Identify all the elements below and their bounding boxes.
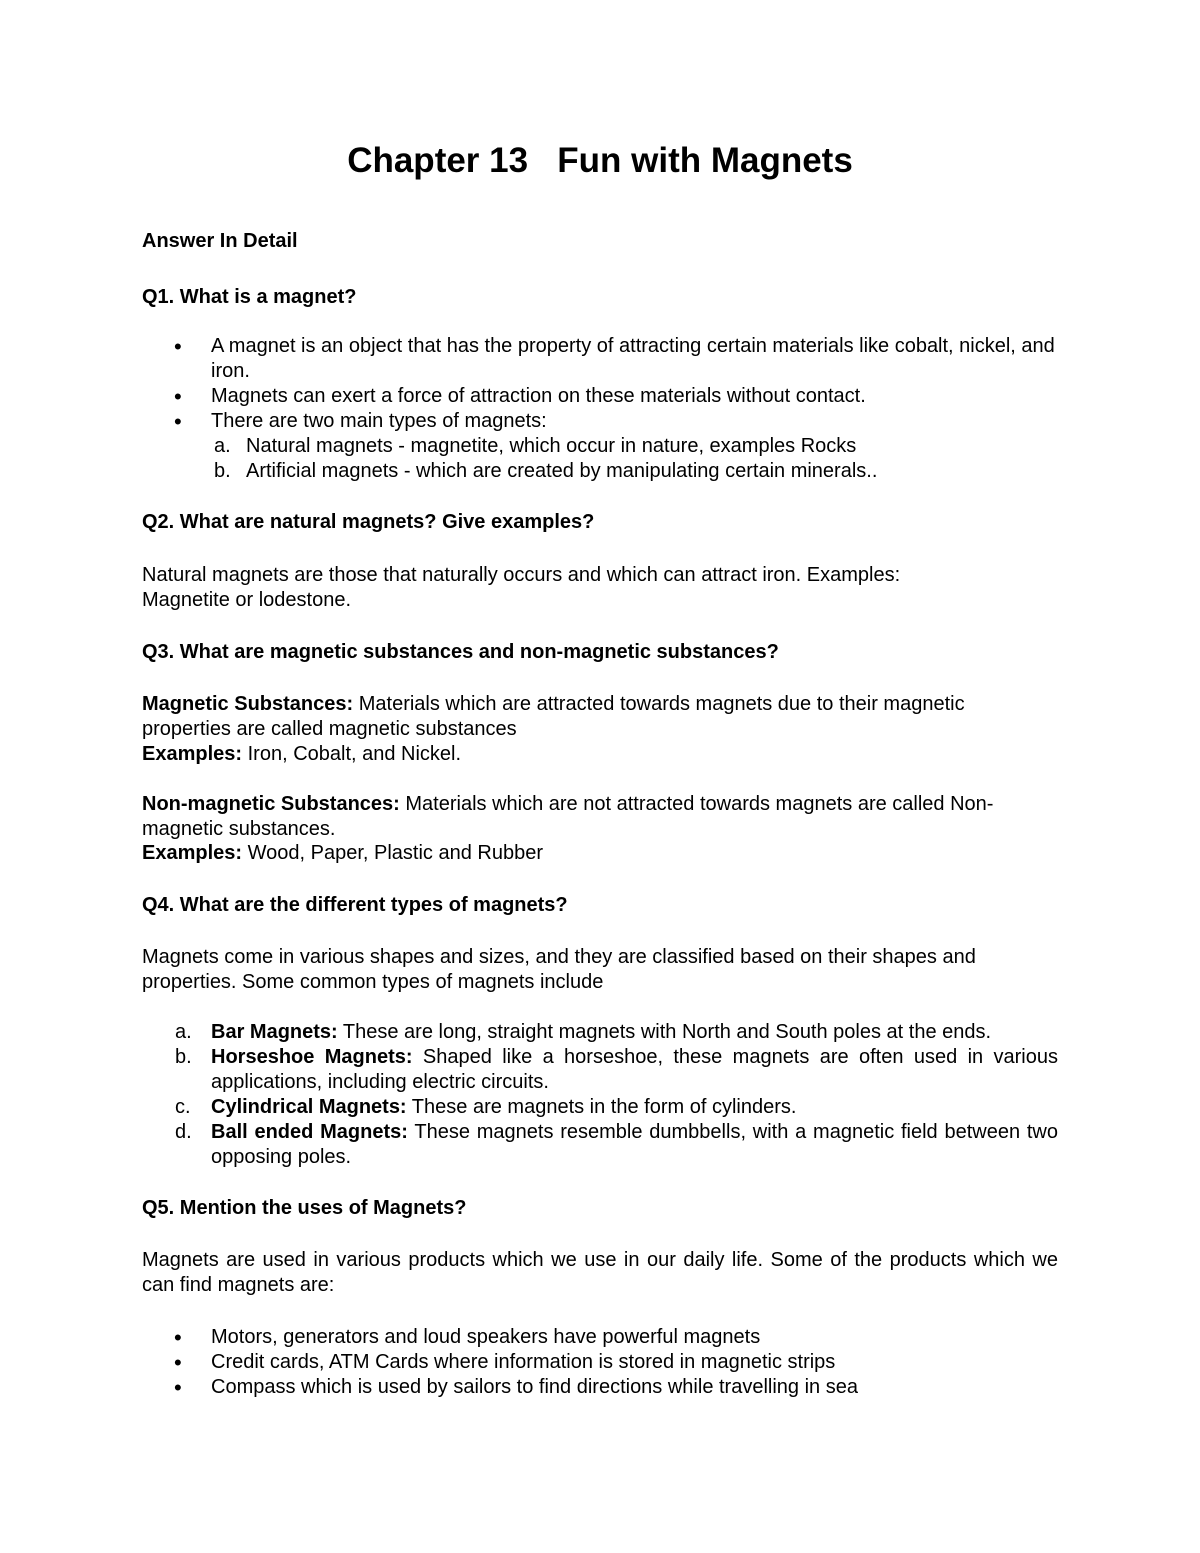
q4-question: Q4. What are the different types of magnets? xyxy=(142,894,568,916)
list-marker: a. xyxy=(214,435,231,457)
list-item: • A magnet is an object that has the property of attracting certain materials like cobalt, nickel, and iron. xyxy=(211,334,1061,384)
q2-answer: Natural magnets are those that naturally occurs and which can attract iron. Examples: Magnetite or lodestone. xyxy=(142,564,901,611)
list-marker: b. xyxy=(175,1046,192,1068)
q2-question: Q2. What are natural magnets? Give examples? xyxy=(142,511,595,533)
q3-question: Q3. What are magnetic substances and non-magnetic substances? xyxy=(142,641,779,663)
q3-magnetic-definition xyxy=(142,692,1042,742)
magnetic-substances-label: Magnetic Substances: xyxy=(142,693,354,715)
section-heading: Answer In Detail xyxy=(142,230,298,252)
examples-text: Iron, Cobalt, and Nickel. xyxy=(242,743,462,765)
q3-magnetic-examples xyxy=(142,742,1058,767)
chapter-title: Chapter 13 Fun with Magnets xyxy=(347,141,853,180)
q1-type-list xyxy=(214,434,1046,484)
list-item-text: Natural magnets - magnetite, which occur in nature, examples Rocks xyxy=(246,435,857,457)
magnet-type-label: Ball ended Magnets: xyxy=(211,1121,408,1143)
list-item xyxy=(175,1120,1058,1170)
nonmagnetic-substances-text: Materials which are not attracted towards magnets are called Non-magnetic substances. xyxy=(142,793,994,840)
q5-intro: Magnets are used in various products which we use in our daily life. Some of the products which we can find magnets are: xyxy=(142,1249,1058,1296)
list-item: • Compass which is used by sailors to find directions while travelling in sea xyxy=(211,1375,1061,1400)
list-item: • There are two main types of magnets: xyxy=(211,409,1061,434)
list-item-text: Artificial magnets - which are created by manipulating certain minerals.. xyxy=(246,460,878,482)
q3-nonmagnetic-examples xyxy=(142,841,1058,866)
list-marker: b. xyxy=(214,460,231,482)
list-item xyxy=(175,1045,1058,1095)
q4-intro: Magnets come in various shapes and sizes, and they are classified based on their shapes and properties. Some common types of magnets include xyxy=(142,946,976,993)
magnet-type-label: Cylindrical Magnets: xyxy=(211,1096,407,1118)
q3-nonmagnetic-definition xyxy=(142,792,1022,842)
list-marker: d. xyxy=(175,1121,192,1143)
magnet-type-text: These are long, straight magnets with North and South poles at the ends. xyxy=(337,1021,992,1043)
list-item: • Credit cards, ATM Cards where information is stored in magnetic strips xyxy=(211,1350,1061,1375)
list-item: • Magnets can exert a force of attraction on these materials without contact. xyxy=(211,384,1061,409)
examples-text: Wood, Paper, Plastic and Rubber xyxy=(242,842,543,864)
magnet-type-text: These magnets resemble dumbbells, with a magnetic field between two opposing poles. xyxy=(211,1121,1058,1168)
q5-uses-list xyxy=(211,1325,1061,1400)
examples-label: Examples: xyxy=(142,743,243,765)
q1-question: Q1. What is a magnet? xyxy=(142,286,357,308)
examples-label: Examples: xyxy=(142,842,243,864)
list-item xyxy=(214,434,1046,459)
magnet-type-text: These are magnets in the form of cylinders. xyxy=(406,1096,797,1118)
list-marker: c. xyxy=(175,1096,191,1118)
list-item xyxy=(175,1020,1058,1045)
q4-type-list xyxy=(175,1020,1058,1170)
magnet-type-label: Horseshoe Magnets: xyxy=(211,1046,413,1068)
list-item xyxy=(214,459,1046,484)
list-item: • Motors, generators and loud speakers have powerful magnets xyxy=(211,1325,1061,1350)
list-item xyxy=(175,1095,1058,1120)
list-marker: a. xyxy=(175,1021,192,1043)
magnet-type-text: Shaped like a horseshoe, these magnets are often used in various applications, including electric circuits. xyxy=(211,1046,1058,1093)
nonmagnetic-substances-label: Non-magnetic Substances: xyxy=(142,793,400,815)
q1-bullet-list xyxy=(211,334,1061,434)
magnet-type-label: Bar Magnets: xyxy=(211,1021,338,1043)
magnetic-substances-text: Materials which are attracted towards magnets due to their magnetic properties are called magnetic substances xyxy=(142,693,965,740)
q5-question: Q5. Mention the uses of Magnets? xyxy=(142,1197,467,1219)
